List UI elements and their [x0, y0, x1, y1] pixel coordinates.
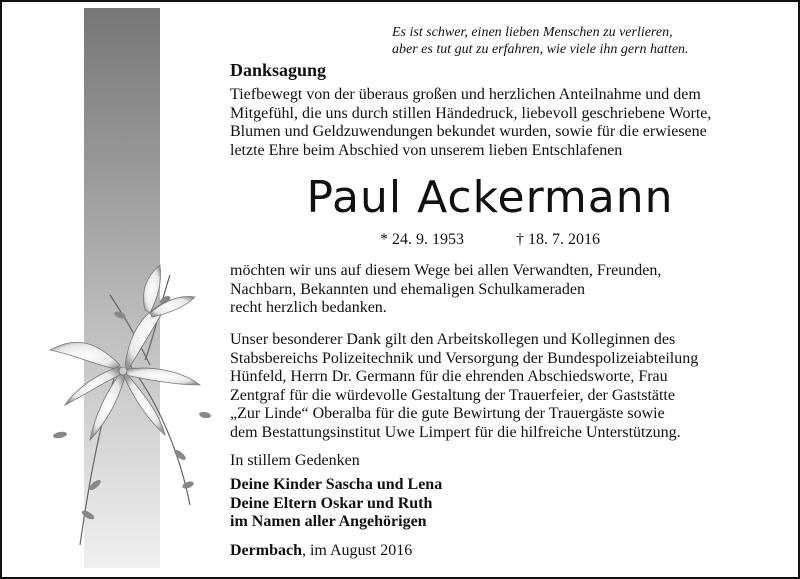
place-name: Dermbach — [230, 542, 302, 559]
thanks-paragraph — [230, 86, 754, 160]
paragraph-line: möchten wir uns auf diesem Wege bei allen Verwandten, Freunden, — [230, 262, 662, 279]
lily-flower-illustration — [20, 255, 230, 555]
motto-line: Es ist schwer, einen lieben Menschen zu verlieren, — [392, 25, 673, 40]
deceased-name: Paul Ackermann — [306, 172, 674, 223]
life-dates — [380, 231, 652, 249]
signers-block — [230, 476, 442, 532]
paragraph-line: Nachbarn, Bekannten und ehemaligen Schulkameraden — [230, 280, 585, 298]
signer-line: im Namen aller Angehörigen — [230, 513, 427, 530]
death-date: † 18. 7. 2016 — [516, 231, 600, 248]
motto-quote — [392, 24, 752, 58]
signer-line: Deine Eltern Oskar und Ruth — [230, 494, 433, 512]
motto-line: aber es tut gut zu erfahren, wie viele ihn gern hatten. — [392, 42, 689, 57]
paragraph-line: Mitgefühl, die uns durch stillen Händedruck, liebevoll geschriebene Worte, — [230, 104, 712, 122]
closing-line: In stillem Gedenken — [230, 452, 360, 469]
paragraph-line: „Zur Linde“ Oberalba für die gute Bewirtung der Trauergäste sowie — [230, 405, 665, 422]
paragraph-line: Blumen und Geldzuwendungen bekundet wurden, sowie für die erwiesene — [230, 123, 707, 140]
date-text: , im August 2016 — [301, 542, 413, 559]
special-thanks-paragraph — [230, 331, 754, 442]
paragraph-line: Tiefbewegt von der überaus großen und herzlichen Anteilnahme und dem — [230, 86, 701, 103]
paragraph-line: Stabsbereichs Polizeitechnik und Versorgung der Bundespolizeiabteilung — [230, 349, 699, 367]
paragraph-line: dem Bestattungsinstitut Uwe Limpert für die hilfreiche Unterstützung. — [230, 423, 681, 441]
signer-line: Deine Kinder Sascha und Lena — [230, 476, 443, 493]
paragraph-line: letzte Ehre beim Abschied von unserem lieben Entschlafenen — [230, 141, 623, 159]
paragraph-line: Unser besonderer Dank gilt den Arbeitskollegen und Kolleginnen des — [230, 331, 676, 348]
thanks-recipients-paragraph — [230, 262, 730, 318]
paragraph-line: Zentgraf für die würdevolle Gestaltung der Trauerfeier, der Gaststätte — [230, 386, 675, 404]
heading-danksagung: Danksagung — [230, 60, 327, 80]
birth-date: * 24. 9. 1953 — [380, 231, 464, 248]
paragraph-line: recht herzlich bedanken. — [230, 299, 387, 316]
paragraph-line: Hünfeld, Herrn Dr. Germann für die ehrenden Abschiedsworte, Frau — [230, 368, 668, 385]
place-date — [230, 542, 412, 560]
